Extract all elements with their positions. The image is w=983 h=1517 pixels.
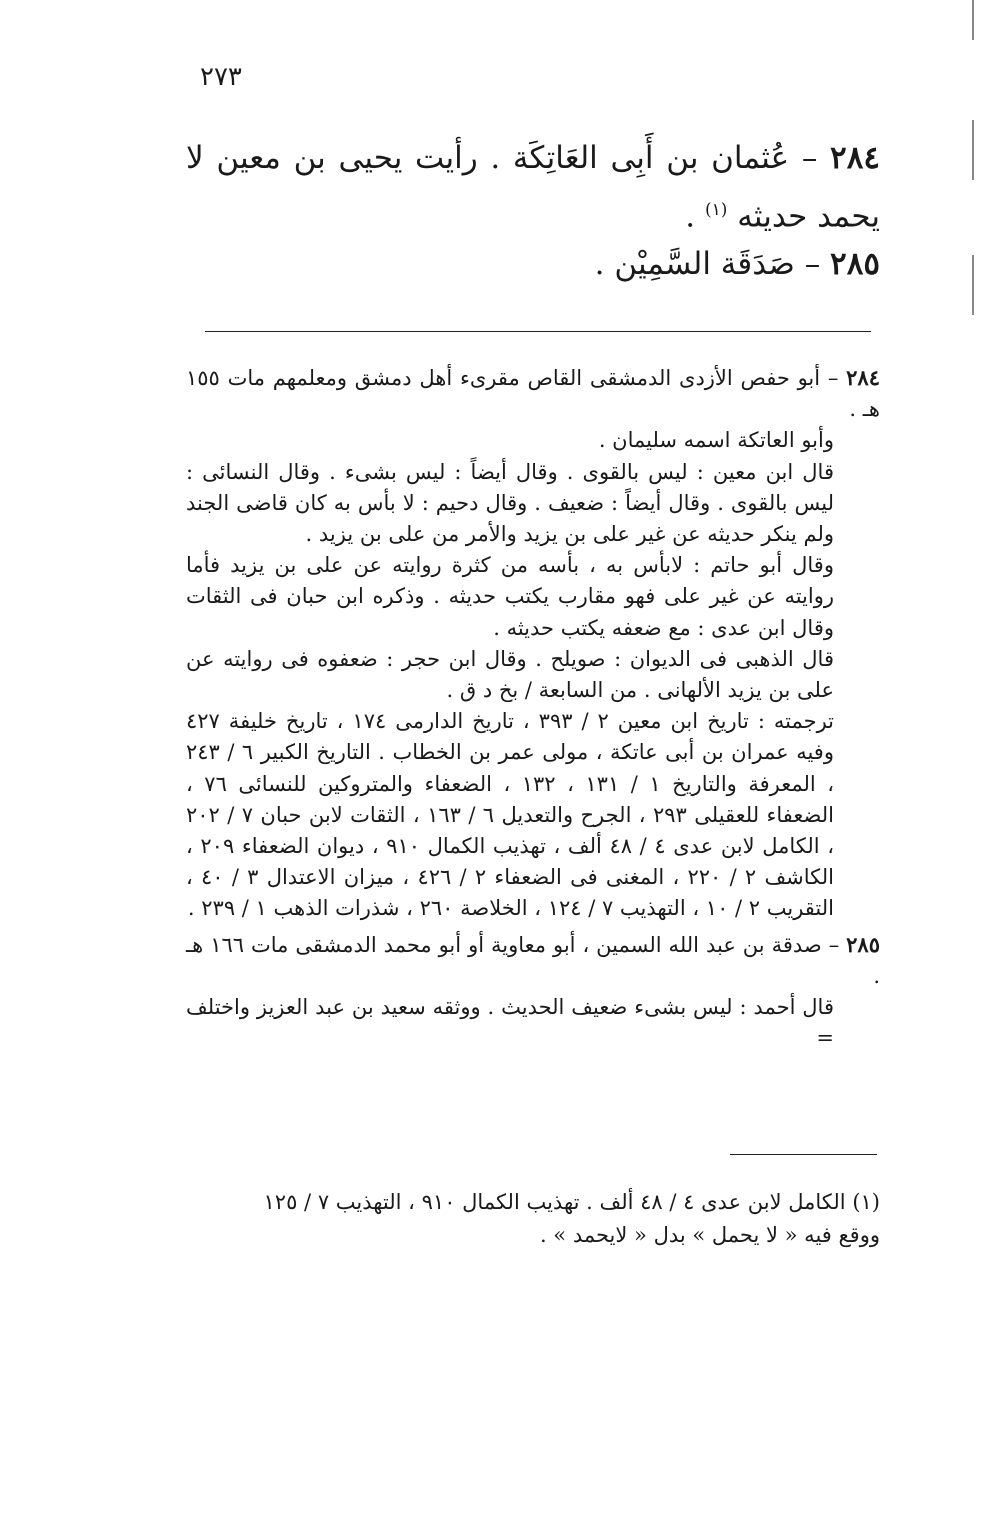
scan-edge-mark (972, 120, 974, 180)
commentary-paragraph: قال ابن معين : ليس بالقوى . وقال أيضاً : ليس بشىء . وقال النسائى : ليس بالقوى . وقال أيضاً : ضعيف . وقال دحيم : لا بأس به كان قاضى الجند ولم ينكر حديثه عن غير على بن يزيد والأمر من على بن يزيد . (186, 459, 834, 547)
entry-284-dash: – (801, 140, 818, 176)
footnote (186, 1186, 880, 1252)
commentary-285-intro: صدقة بن عبد الله السمين ، أبو معاوية أو أبو محمد الدمشقى مات ١٦٦ هـ . (186, 932, 880, 988)
commentary-285-number: ٢٨٥ (846, 931, 880, 957)
entry-285-dash: – (804, 246, 821, 282)
footnote-line: ووقع فيه « لا يحمل » بدل « لايحمد » . (539, 1223, 880, 1247)
scan-edge-mark (972, 255, 974, 315)
entry-285 (186, 238, 880, 290)
footnote-reference: (١) (704, 200, 728, 220)
entry-284-end: . (685, 198, 696, 235)
entry-284 (186, 132, 880, 242)
entry-285-number: ٢٨٥ (830, 246, 880, 282)
page-number: ٢٧٣ (200, 62, 242, 92)
entry-284-body: عُثمان بن أَبِى العَاتِكَة . رأيت يحيى بن معين لا يحمد حديثه (186, 140, 880, 235)
commentary-284-number: ٢٨٤ (846, 365, 880, 390)
entry-285-text (186, 238, 880, 290)
scan-edge-mark (972, 0, 974, 40)
commentary-284-intro: أبو حفص الأزدى الدمشقى القاص مقرىء أهل دمشق ومعلمهم مات ١٥٥ هـ . (186, 366, 880, 422)
section-divider (205, 331, 871, 332)
footnote-line: (١) الكامل لابن عدى ٤ / ٤٨ ألف . تهذيب الكمال ٩١٠ ، التهذيب ٧ / ١٢٥ (263, 1190, 880, 1214)
commentary-284-dash: – (827, 366, 839, 390)
commentary-paragraph: وأبو العاتكة اسمه سليمان . (598, 428, 834, 453)
entry-285-body: صَدَقَة السَّمِيْن . (594, 246, 795, 282)
commentary-284-line (186, 362, 880, 425)
entry-284-number: ٢٨٤ (830, 140, 880, 176)
commentary-section (186, 362, 880, 1054)
commentary-paragraph: قال أحمد : ليس بشىء ضعيف الحديث . ووثقه سعيد بن عبد العزيز واختلف = (186, 995, 834, 1051)
commentary-paragraph: وقال أبو حاتم : لابأس به ، بأسه من كثرة روايته عن على بن يزيد فأما روايته عن غير على فهو مقارب يكتب حديثه . وذكره ابن حبان فى الثقات وقال ابن عدى : مع ضعفه يكتب حديثه . (186, 553, 834, 640)
commentary-285-dash: – (828, 932, 840, 957)
footnote-divider (730, 1154, 877, 1155)
commentary-285-line (186, 929, 880, 992)
entry-284-text (186, 132, 880, 242)
commentary-paragraph: قال الذهبى فى الديوان : صويلح . وقال ابن حجر : ضعفوه فى روايته عن على بن يزيد الألهانى . من السابعة / بخ د ق . (186, 646, 834, 703)
commentary-references: ترجمته : تاريخ ابن معين ٢ / ٣٩٣ ، تاريخ الدارمى ١٧٤ ، تاريخ خليفة ٤٢٧ وفيه عمران بن أبى عاتكة ، مولى عمر بن الخطاب . التاريخ الكبير ٦ / ٢٤٣ ، المعرفة والتاريخ ١ / ١٣١ ، ١٣٢ ، الضعفاء والمتروكين للنسائى ٧٦ ، الضعفاء للعقيلى ٢٩٣ ، الجرح والتعديل ٦ / ١٦٣ ، الثقات لابن حبان ٧ / ٢٠٢ ، الكامل لابن عدى ٤ / ٤٨ ألف ، تهذيب الكمال ٩١٠ ، ديوان الضعفاء ٢٠٩ ، الكاشف ٢ / ٢٢٠ ، المغنى فى الضعفاء ٢ / ٤٢٦ ، ميزان الاعتدال ٣ / ٤٠ ، التقريب ٢ / ١٠ ، التهذيب ٧ / ١٢٤ ، الخلاصة ٢٦٠ ، شذرات الذهب ١ / ٢٣٩ . (186, 709, 835, 921)
